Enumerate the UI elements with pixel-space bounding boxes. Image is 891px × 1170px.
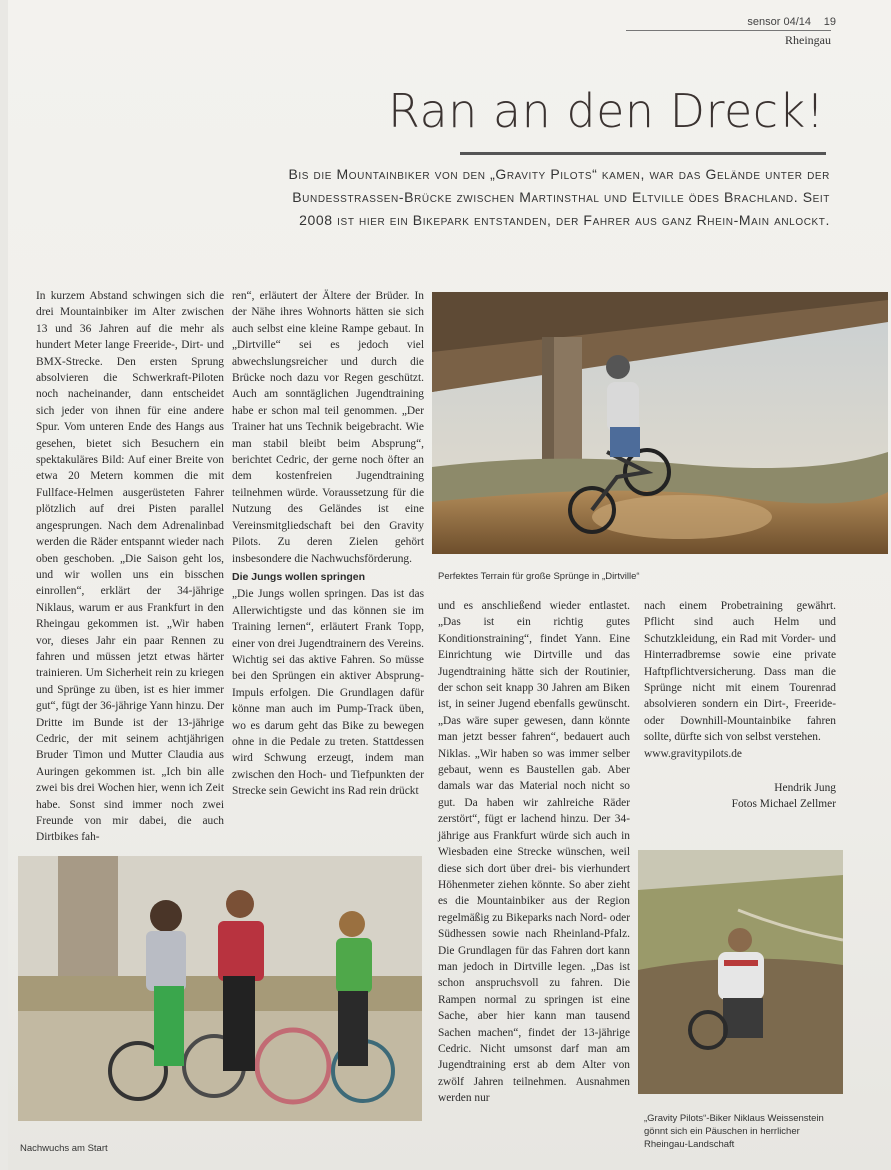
magazine-page: [8, 0, 891, 1170]
photo-kids-bikes-image: [18, 856, 422, 1121]
subheading: Die Jungs wollen springen: [232, 570, 366, 583]
body-text: ren“, erläutert der Ältere der Brüder. In der Nähe ihres Wohnorts hätten sie sich auch selbst eine kleine Rampe gebaut. In „Dirtville“ sei es jedoch viel abwechslungsreicher und durch die Brücke noch dazu vor Regen geschützt. Auch am sonntäglichen Jugendtraining habe er schon mal teil genommen. „Der Trainer hat uns Technik beigebracht. Wie man stabil bleibt beim Absprung“, berichtet Cedric, der gerne noch öfter an dem kostenfreien Jugendtraining teilnehmen würde. Voraussetzung für die Nutzung des Geländes ist eine Vereinsmitgliedschaft bei den Gravity Pilots. Zu deren Zielen gehört insbesondere die Nachwuchsförderung.: [232, 290, 424, 565]
text-column-2: [232, 288, 424, 800]
photo-resting-rider: [638, 850, 843, 1094]
photo-credit: Fotos Michael Zellmer: [731, 798, 836, 811]
body-text: nach einem Probetraining gewährt. Pflicht sind auch Helm und Schutzkleidung, ein Rad mit Vorder- und Hinterradbremse sowie eine private Haftpflichtversicherung. Dass man die Sprünge nicht mit einem Tourenrad absolvieren sondern ein Dirt-, Freeride- oder Downhill-Mountainbike fahren sollte, dürfte sich von selbst verstehen.: [644, 600, 836, 744]
body-text: „Die Jungs wollen springen. Das ist das Allerwichtigste und das können sie im Training lernen“, erläutert Frank Topp, einer von drei Jugendtrainern des Vereins. Wichtig sei das aktive Fahren. So müsse bei den Sprüngen ein aktiver Absprung-Impuls erfolgen. Die Grundlagen dafür könne man auch im Pump-Track üben, wo es darum geht das Bike zu bewegen ohne in die Pedale zu treten. Stattdessen wird Schwung erzeugt, indem man zwischen den Hoch- und Tiefpunkten der Strecke sein Gewicht ins Rad rein drückt: [232, 588, 424, 798]
title-divider: [460, 152, 826, 155]
caption-top-photo: Perfektes Terrain für große Sprünge in „Dirtville“: [438, 571, 640, 582]
article-title: Ran an den Dreck!: [388, 84, 825, 138]
body-text: und es anschließend wieder entlastet. „Das ist ein richtig gutes Konditionstraining“, findet Yann. Eine Einrichtung wie Dirtville und das Jugendtraining hätte sich der Routinier, der schon seit knapp 30 Jahren am Biken ist, in seiner Jugend ebenfalls gewünscht. „Das wäre super gewesen, dann könnte man jetzt besser fahren“, bedauert auch Niklas. „Wir haben so was immer selber gebaut, wenn es Baustellen gab. Aber damals war das Material noch nicht so gut. Da haben wir zahlreiche Räder zerstört“, fügt er lachend hinzu. Der 34-jährige aus Frankfurt würde sich auch in Wiesbaden eine Strecke wünschen, weil diese sich dort über drei- bis vierhundert Höhenmeter ziehen könnte. So aber zieht es die Mountainbiker aus der Region regelmäßig zu Bikeparks nach Nord- oder Südhessen sowie nach Rheinland-Pfalz. Die Grundlagen für das Fahren dort kann man jedoch in Dirtville legen. „Das ist schon anspruchsvoll zu fahren. Die Rampen normal zu springen ist eine Sache, aber hier kann man tausend Sachen machen“, findet der 13-jährige Cedric. Nicht umsonst darf man am Jugendtraining erst ab dem Alter von zwölf Jahren teilnehmen. Ausnahmen werden nur: [438, 600, 630, 1105]
issue-label: sensor 04/14: [747, 16, 811, 28]
author-name: Hendrik Jung: [774, 782, 836, 795]
photo-bridge-jump: [432, 292, 888, 554]
text-column-3: [438, 598, 630, 1107]
text-column-4: [644, 598, 836, 813]
website-url: www.gravitypilots.de: [644, 747, 742, 760]
photo-kids-bikes: [18, 856, 422, 1121]
photo-bridge-jump-image: [432, 292, 888, 554]
photo-resting-rider-image: [638, 850, 843, 1094]
article-lead: Bis die Mountainbiker von den „Gravity Pilots“ kamen, war das Gelände unter der Bundesstrassen-Brücke zwischen Martinsthal und Eltville ödes Brachland. Seit 2008 ist hier ein Bikepark entstanden, der Fahrer aus ganz Rhein-Main anlockt.: [288, 166, 830, 228]
caption-rider-photo: „Gravity Pilots“-Biker Niklaus Weissenstein gönnt sich ein Päuschen in herrlicher Rheingau-Landschaft: [644, 1113, 824, 1150]
caption-kids-photo: Nachwuchs am Start: [20, 1143, 108, 1154]
page-number: 19: [823, 16, 836, 28]
text-column-1: [36, 288, 224, 846]
body-text: In kurzem Abstand schwingen sich die drei Mountainbiker im Alter zwischen 13 und 36 Jahren auf die mehr als hundert Meter lange Freeride-, Dirt- und BMX-Strecke. Den ersten Sprung absolvieren die Schwerkraft-Piloten noch nacheinander, dann entscheidet sich jeder von ihnen für eine andere Spur. Vom unteren Ende des Hangs aus gesehen, bietet sich Besuchern ein spektakuläres Bild: Auf einer Breite von etwa 20 Metern kommen die mit Fullface-Helmen ausgerüsteten Fahrer plötzlich auf drei Pisten parallel angesprungen. Nach dem Adrenalinbad werden die Räder entspannt wieder nach oben geschoben. „Die Saison geht los, und wir wollen uns ein bisschen einrollen“, erklärt der 34-jährige Niklaus, warum er aus Frankfurt in den Rheingau gekommen ist. „Wir haben vor, dieses Jahr ein paar Rennen zu fahren und müssen jetzt etwas härter trainieren. Um Sicherheit rein zu kriegen und Sprünge zu üben, ist es hier immer gut“, fügt der 36-jährige Yann hinzu. Der Dritte im Bunde ist der 13-jährige Cedric, der mit seinem achtjährigen Bruder Timon und Mutter Claudia aus Auringen gekommen ist. „Ich bin alle zwei bis drei Wochen hier, wenn ich Zeit habe. Sonst sind immer noch zwei Freunde von mir dabei, die auch Dirtbikes fah-: [36, 290, 224, 844]
section-label: Rheingau: [626, 30, 831, 48]
